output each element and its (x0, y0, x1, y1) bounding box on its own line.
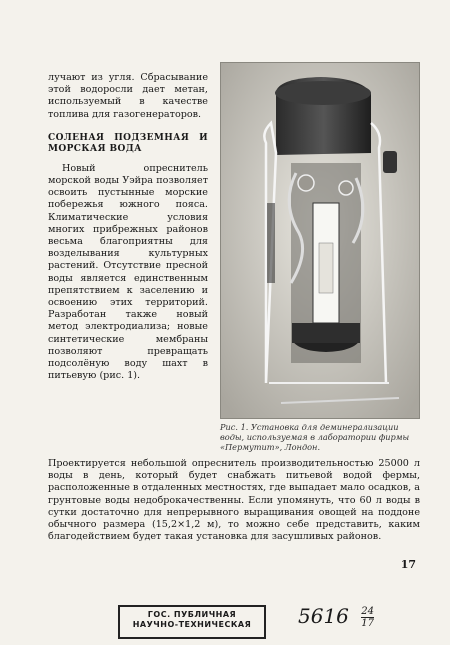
library-stamp (118, 605, 266, 639)
shelfmark-fraction (361, 606, 374, 629)
shelfmark-main: 5616 (298, 604, 349, 628)
shelfmark (298, 604, 374, 629)
section-heading: СОЛЕНАЯ ПОДЗЕМНАЯ И МОРСКАЯ ВОДА (48, 132, 208, 154)
figure-photo (220, 62, 420, 419)
shelfmark-numerator: 24 (361, 606, 374, 617)
desalination-apparatus-illustration (221, 63, 419, 418)
stamp-line-1: ГОС. ПУБЛИЧНАЯ (147, 610, 237, 619)
shelfmark-denominator: 17 (361, 618, 374, 629)
figure-caption: Рис. 1. Установка для деминерализации воды, используемая в лаборатории фирмы «Пермутит», Лондон. (220, 422, 410, 452)
wide-paragraph (48, 458, 420, 543)
left-column (48, 72, 208, 382)
paragraph-1: Новый опреснитель морской воды Уэйра позволяет освоить пустынные морские побережья южного пояса. Климатические условия многих прибрежных районов весьма благоприятны для возделывания культурных растений. Отсутствие пресной воды является единственным препятствием к заселению и освоению этих территорий. Разработан также новый метод электродиализа; новые синтетические мембраны позволяют превращать подсолёную воду шахт в питьевую (рис. 1). (48, 162, 208, 382)
stamp-line-2: НАУЧНО-ТЕХНИЧЕСКАЯ (132, 620, 252, 629)
paragraph-2: Проектируется небольшой опреснитель производительностью 25000 л воды в день, который будет снабжать питьевой водой фермы, расположенные в отдаленных местностях, где выпадает мало осадков, а грунтовые воды недоброкачественны. Если упомянуть, что 60 л воды в сутки достаточно для непрерывного выращивания овощей на поддоне обычного размера (15,2×1,2 м), то можно себе представить, каким благодействием будет такая установка для засушливых районов. (48, 458, 420, 543)
intro-text: лучают из угля. Сбрасывание этой водоросли дает метан, используемый в качестве топлива для газогенераторов. (48, 72, 208, 120)
page-number: 17 (400, 558, 416, 571)
